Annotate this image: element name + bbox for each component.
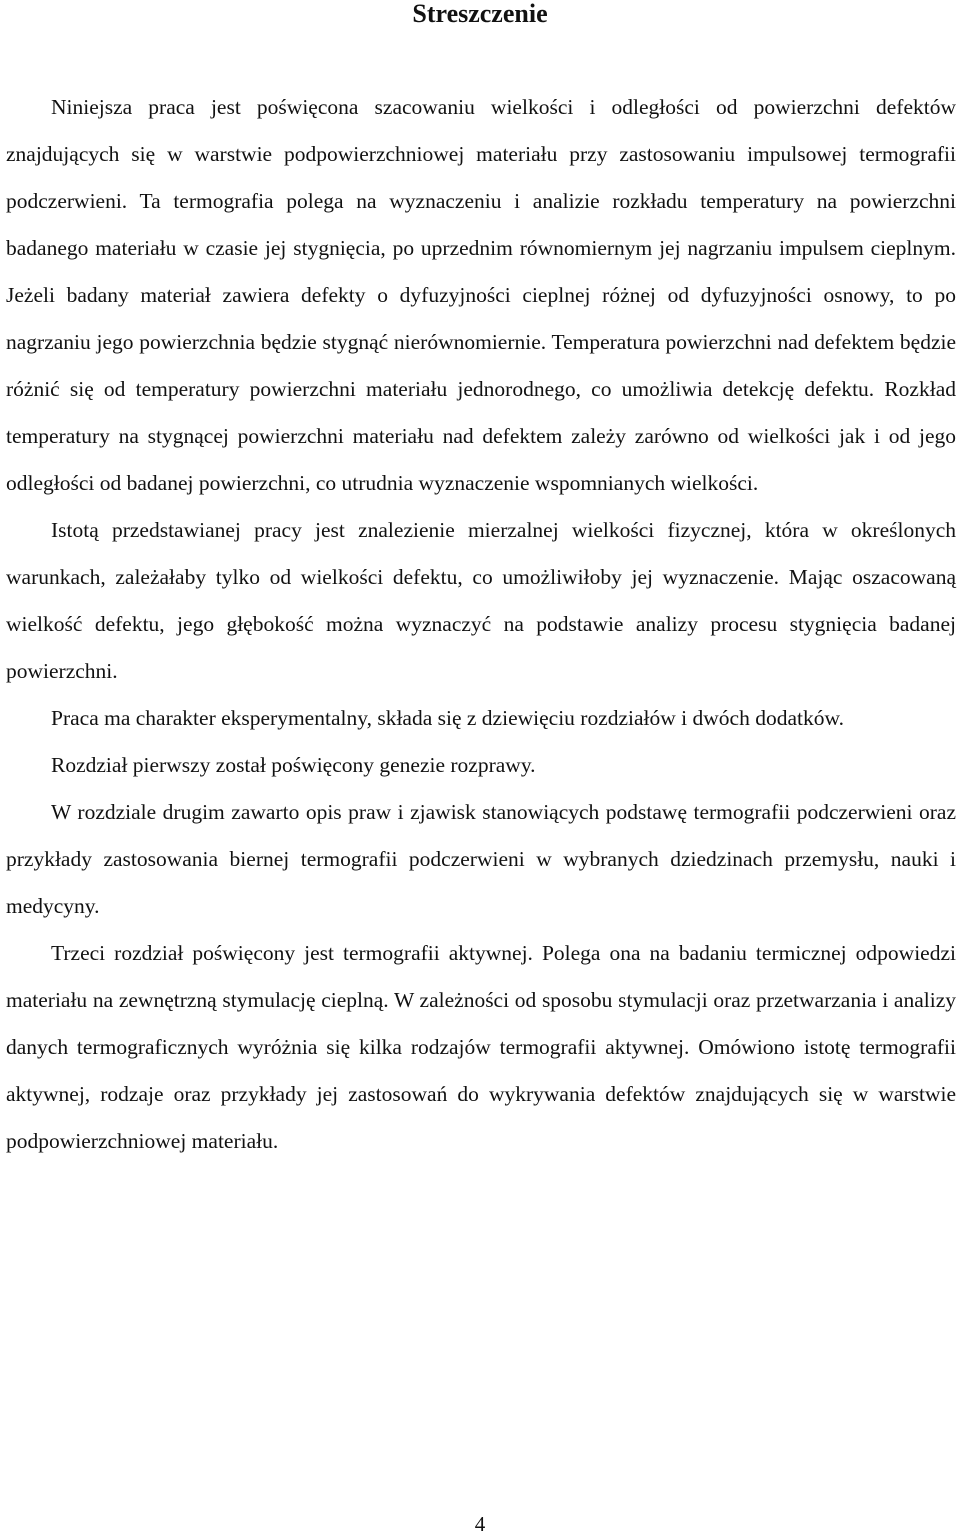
abstract-body [6,84,956,1165]
paragraph: Rozdział pierwszy został poświęcony genezie rozprawy. [51,753,536,777]
paragraph: Trzeci rozdział poświęcony jest termografii aktywnej. Polega ona na badaniu termicznej odpowiedzi materiału na zewnętrzną stymulację cieplną. W zależności od sposobu stymulacji oraz przetwarzania i analizy danych termograficznych wyróżnia się kilka rodzajów termografii aktywnej. Omówiono istotę termografii aktywnej, rodzaje oraz przykłady jej zastosowań do wykrywania defektów znajdujących się w warstwie podpowierzchniowej materiału. [6,941,956,1153]
page-number: 4 [474,1512,486,1536]
paragraph: Praca ma charakter eksperymentalny, składa się z dziewięciu rozdziałów i dwóch dodatków. [51,706,844,730]
paragraph: W rozdziale drugim zawarto opis praw i zjawisk stanowiących podstawę termografii podczerwieni oraz przykłady zastosowania biernej termografii podczerwieni w wybranych dziedzinach przemysłu, nauki i medycyny. [6,800,956,918]
paragraph: Niniejsza praca jest poświęcona szacowaniu wielkości i odległości od powierzchni defektów znajdujących się w warstwie podpowierzchniowej materiału przy zastosowaniu impulsowej termografii podczerwieni. Ta termografia polega na wyznaczeniu i analizie rozkładu temperatury na powierzchni badanego materiału w czasie jej stygnięcia, po uprzednim równomiernym jej nagrzaniu impulsem cieplnym. Jeżeli badany materiał zawiera defekty o dyfuzyjności cieplnej różnej od dyfuzyjności osnowy, to po nagrzaniu jego powierzchnia będzie stygnąć nierównomiernie. Temperatura powierzchni nad defektem będzie różnić się od temperatury powierzchni materiału jednorodnego, co umożliwia detekcję defektu. Rozkład temperatury na stygnącej powierzchni materiału nad defektem zależy zarówno od wielkości jak i od jego odległości od badanej powierzchni, co utrudnia wyznaczenie wspomnianych wielkości. [6,95,956,495]
page-title: Streszczenie [412,0,548,28]
paragraph: Istotą przedstawianej pracy jest znalezienie mierzalnej wielkości fizycznej, która w określonych warunkach, zależałaby tylko od wielkości defektu, co umożliwiłoby jej wyznaczenie. Mając oszacowaną wielkość defektu, jego głębokość można wyznaczyć na podstawie analizy procesu stygnięcia badanej powierzchni. [6,518,956,683]
